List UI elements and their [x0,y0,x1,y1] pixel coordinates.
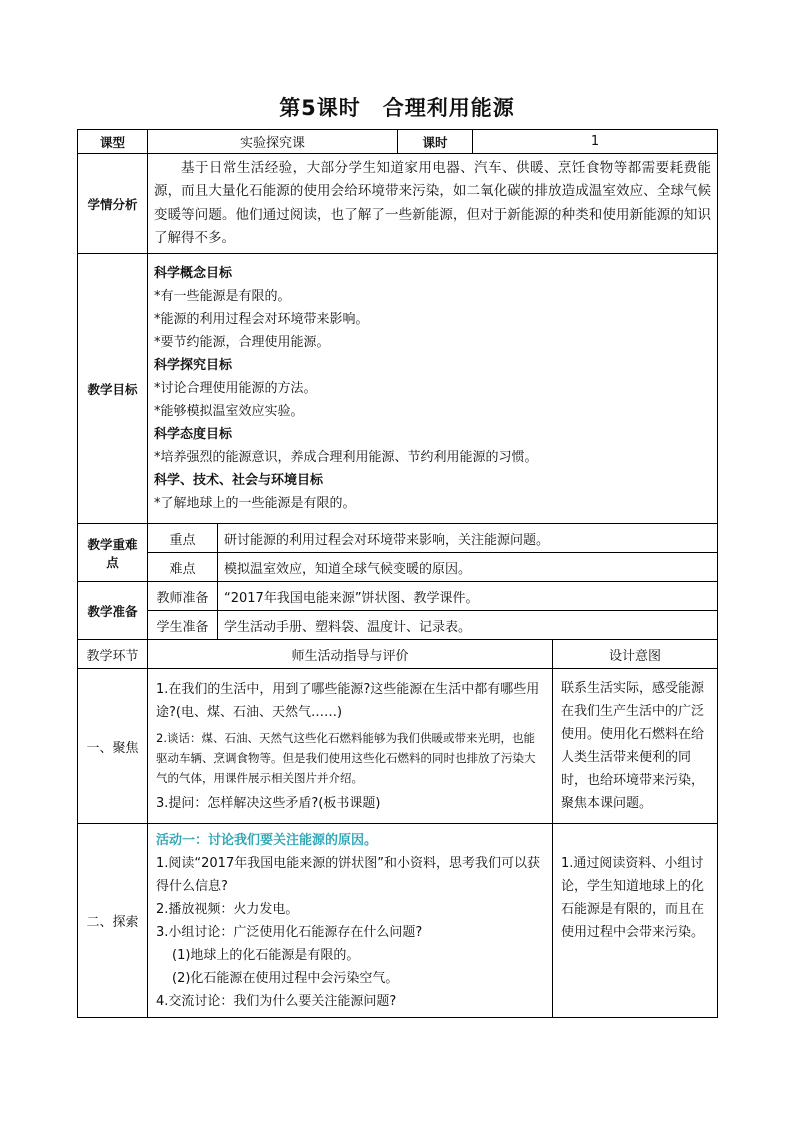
stage2-intent: 1.通过阅读资料、小组讨论，学生知道地球上的化石能源是有限的，而且在使用过程中会带来污染。 [553,824,718,1018]
focus-text: 研讨能源的利用过程会对环境带来影响，关注能源问题。 [218,524,718,553]
objective-item: *了解地球上的一些能源是有限的。 [154,496,356,511]
objective-item: *能源的利用过程会对环境带来影响。 [154,312,369,327]
objectives-label: 教学目标 [78,254,148,524]
objective-heading: 科学态度目标 [154,427,233,442]
student-prep-label: 学生准备 [148,611,218,640]
process-header-row [78,640,718,669]
stage2-item2: 2.播放视频：火力发电。 [156,901,299,917]
objective-item: *有一些能源是有限的。 [154,289,291,304]
intent-header: 设计意图 [553,640,718,669]
teacher-prep-text: “2017年我国电能来源”饼状图、教学课件。 [218,582,718,611]
stage2-item3: 3.小组讨论：广泛使用化石能源存在什么问题? [156,924,423,940]
stage2-item1: 1.阅读“2017年我国电能来源的饼状图”和小资料，思考我们可以获得什么信息? [156,855,540,894]
objectives-row [78,254,718,524]
stage1-name: 一、聚焦 [78,669,148,824]
lesson-title: 合理利用能源 [382,96,515,120]
key-points-label: 教学重难点 [78,524,148,582]
stage1-item1: 1.在我们的生活中，用到了哪些能源?这些能源在生活中都有哪些用途?(电、煤、石油、天然气……) [156,681,540,720]
stage2-row [78,824,718,1018]
hours-label: 课时 [398,130,473,154]
stage1-intent: 联系生活实际，感受能源在我们生产生活中的广泛使用。使用化石燃料在给人类生活带来便利的同时，也给环境带来污染，聚焦本课问题。 [553,669,718,824]
objective-heading: 科学、技术、社会与环境目标 [154,473,324,488]
focus-row [78,524,718,553]
objective-item: *要节约能源，合理使用能源。 [154,335,330,350]
teacher-prep-label: 教师准备 [148,582,218,611]
student-prep-row [78,611,718,640]
hours-value: 1 [473,130,718,154]
stage2-item4: 4.交流讨论：我们为什么要关注能源问题? [156,993,397,1009]
header-row [78,130,718,154]
analysis-row [78,154,718,254]
stage-header: 教学环节 [78,640,148,669]
stage2-activities [148,824,553,1018]
stage2-sub1: (1)地球上的化石能源是有限的。 [172,947,360,963]
activity-header: 师生活动指导与评价 [148,640,553,669]
objective-heading: 科学概念目标 [154,266,233,281]
analysis-label: 学情分析 [78,154,148,254]
analysis-text: 基于日常生活经验，大部分学生知道家用电器、汽车、供暖、烹饪食物等都需要耗费能源，而且大量化石能源的使用会给环境带来污染，如二氧化碳的排放造成温室效应、全球气候变暖等问题。他们通过阅读，也了解了一些新能源，但对于新能源的种类和使用新能源的知识了解得不多。 [148,154,718,254]
objective-item: *讨论合理使用能源的方法。 [154,381,317,396]
stage1-row [78,669,718,824]
type-label: 课型 [78,130,148,154]
stage1-item2: 2.谈话：煤、石油、天然气这些化石燃料能够为我们供暖或带来光明，也能驱动车辆、烹调食物等。但是我们使用这些化石燃料的同时也排放了污染大气的气体，用课件展示相关图片并介绍。 [156,730,536,785]
difficulty-label: 难点 [148,553,218,582]
teacher-prep-row [78,582,718,611]
stage1-item3: 3.提问：怎样解决这些矛盾?(板书课题) [156,795,381,811]
lesson-plan-table [77,129,718,1018]
preparation-label: 教学准备 [78,582,148,640]
objective-item: *能够模拟温室效应实验。 [154,404,304,419]
objective-heading: 科学探究目标 [154,358,233,373]
stage1-activities [148,669,553,824]
stage2-name: 二、探索 [78,824,148,1018]
stage2-sub2: (2)化石能源在使用过程中会污染空气。 [172,970,399,986]
objective-item: *培养强烈的能源意识，养成合理利用能源、节约利用能源的习惯。 [154,450,538,465]
focus-label: 重点 [148,524,218,553]
objectives-list [148,254,718,524]
type-value: 实验探究课 [148,130,398,154]
page-title [0,92,794,122]
difficulty-text: 模拟温室效应，知道全球气候变暖的原因。 [218,553,718,582]
difficulty-row [78,553,718,582]
lesson-number: 第5课时 [279,96,361,120]
stage2-activity-title: 活动一：讨论我们要关注能源的原因。 [156,832,378,848]
student-prep-text: 学生活动手册、塑料袋、温度计、记录表。 [218,611,718,640]
